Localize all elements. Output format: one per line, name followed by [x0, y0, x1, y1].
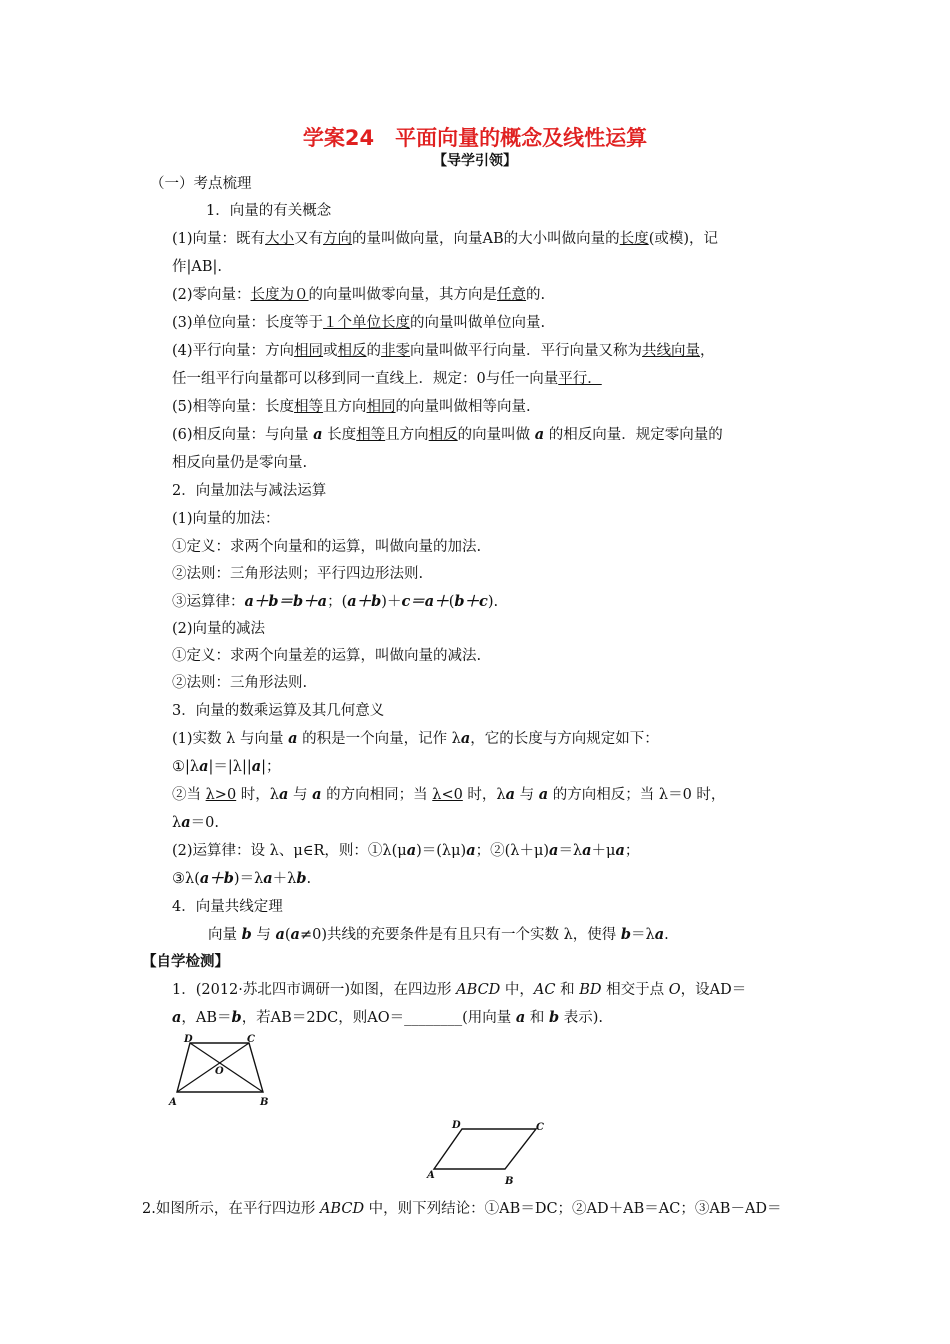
line-equal-vector: (5)相等向量：长度相等且方向相同的向量叫做相等向量. — [172, 399, 531, 415]
line-vector-def: (1)向量：既有大小又有方向的量叫做向量，向量AB的大小叫做向量的长度(或模)，记 — [172, 231, 719, 247]
line-scalar-length: ①|λa|＝|λ||a|； — [172, 758, 281, 775]
line-scalar-laws: (2)运算律：设 λ、μ∈R，则：①λ(μa)＝(λμ)a；②(λ＋μ)a＝λa＋μa； — [172, 842, 640, 859]
line-addition-head: (1)向量的加法： — [172, 511, 280, 527]
item-heading-2: 2．向量加法与减法运算 — [172, 483, 327, 499]
line-opposite-vector-cont: 相反向量仍是零向量. — [172, 455, 308, 471]
line-addition-laws: ③运算律：a＋b＝b＋a；(a＋b)＋c＝a＋(b＋c). — [172, 593, 499, 610]
item-heading-3: 3．向量的数乘运算及其几何意义 — [172, 703, 385, 719]
section-heading: （一）考点梳理 — [150, 176, 252, 192]
line-zero-vector: (2)零向量：长度为０的向量叫做零向量，其方向是任意的. — [172, 287, 546, 303]
question-2: 2.如图所示，在平行四边形 ABCD 中，则下列结论：①AB＝DC；②AD＋AB＝AC；③AB－AD＝ — [142, 1201, 782, 1217]
page-subtitle: 【导学引领】 — [433, 153, 517, 169]
parallelogram-figure — [425, 1115, 555, 1190]
line-vector-def-cont: 作|AB|. — [172, 259, 223, 275]
line-unit-vector: (3)单位向量：长度等于１个单位长度的向量叫做单位向量. — [172, 315, 546, 331]
label-a: A — [427, 1170, 435, 1181]
line-scalar-def: (1)实数 λ 与向量 a 的积是一个向量，记作 λa，它的长度与方向规定如下： — [172, 730, 659, 747]
line-subtraction-rule: ②法则：三角形法则. — [172, 675, 308, 691]
question-1-cont: a，AB＝b，若AB＝2DC，则AO＝________(用向量 a 和 b 表示). — [172, 1009, 604, 1026]
line-addition-rule: ②法则：三角形法则；平行四边形法则. — [172, 566, 424, 582]
label-c: C — [247, 1034, 255, 1045]
question-1: 1．(2012·苏北四市调研一)如图，在四边形 ABCD 中，AC 和 BD 相交于点 O，设AD＝ — [172, 982, 747, 998]
section-heading-self-test: 【自学检测】 — [142, 953, 229, 970]
parallelogram-outline — [434, 1129, 536, 1169]
item-heading-4: 4．向量共线定理 — [172, 899, 283, 915]
trapezoid-figure — [165, 1034, 275, 1109]
page-title: 学案24 平面向量的概念及线性运算 — [302, 126, 648, 150]
label-c: C — [536, 1122, 544, 1133]
line-subtraction-head: (2)向量的减法 — [172, 621, 266, 637]
label-a: A — [169, 1097, 177, 1108]
label-d: D — [184, 1034, 193, 1045]
line-collinear-theorem: 向量 b 与 a(a≠0)共线的充要条件是有且只有一个实数 λ，使得 b＝λa. — [208, 926, 669, 943]
line-parallel-vector-cont: 任一组平行向量都可以移到同一直线上．规定：0与任一向量平行． — [172, 371, 602, 387]
line-parallel-vector: (4)平行向量：方向相同或相反的非零向量叫做平行向量．平行向量又称为共线向量， — [172, 343, 715, 359]
item-heading-1: 1．向量的有关概念 — [206, 203, 332, 219]
label-d: D — [452, 1120, 461, 1131]
line-opposite-vector: (6)相反向量：与向量 a 长度相等且方向相反的向量叫做 a 的相反向量．规定零向量的 — [172, 426, 723, 443]
label-b: B — [505, 1176, 514, 1187]
line-addition-def: ①定义：求两个向量和的运算，叫做向量的加法. — [172, 539, 482, 555]
line-scalar-laws-cont: ③λ(a＋b)＝λa＋λb. — [172, 870, 312, 887]
line-subtraction-def: ①定义：求两个向量差的运算，叫做向量的减法. — [172, 648, 482, 664]
line-scalar-direction-cont: λa＝0. — [172, 814, 219, 831]
diagonal-db — [190, 1043, 263, 1092]
line-scalar-direction: ②当 λ>0 时，λa 与 a 的方向相同；当 λ<0 时，λa 与 a 的方向相反；当 λ＝0 时， — [172, 786, 726, 803]
label-o: O — [215, 1066, 224, 1077]
label-b: B — [260, 1097, 269, 1108]
